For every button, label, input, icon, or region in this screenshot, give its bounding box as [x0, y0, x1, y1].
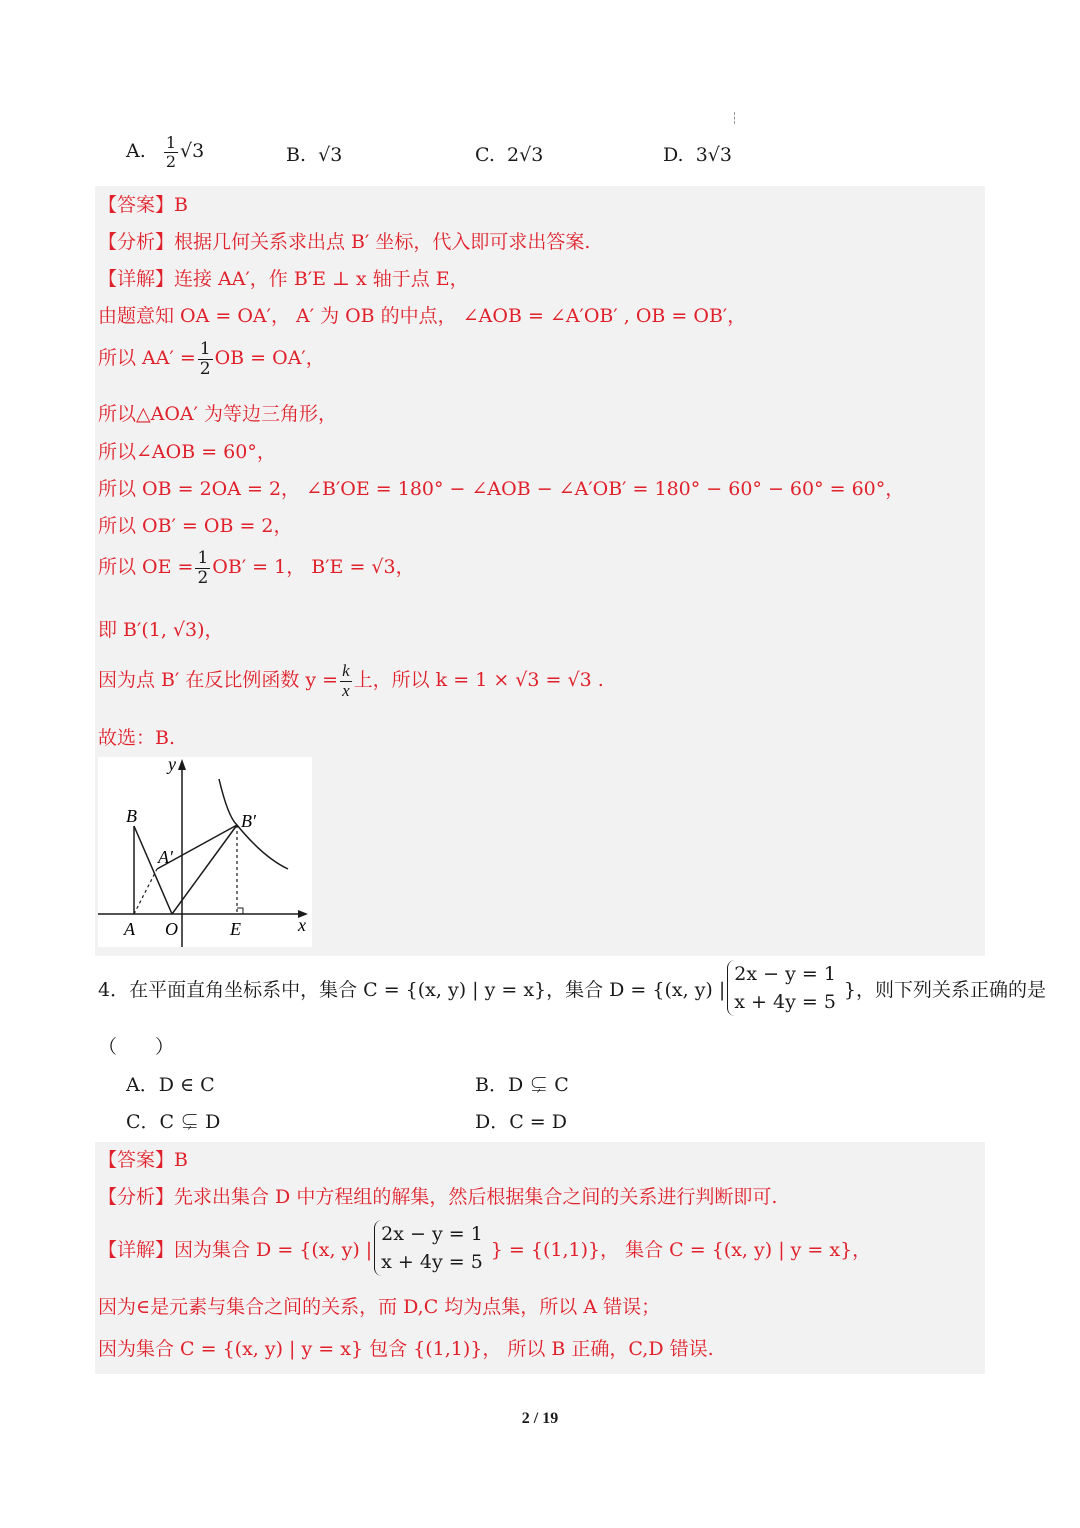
label-A: A	[124, 919, 135, 939]
q3-analysis: 【分析】根据几何关系求出点 B′ 坐标，代入即可求出答案.	[98, 231, 591, 253]
q4-detail-equation-system: 2x − y = 1 x + 4y = 5	[374, 1220, 489, 1276]
q4-option-c: C．C ⊊ D	[126, 1111, 221, 1133]
margin-mark	[734, 112, 736, 124]
q4-analysis: 【分析】先求出集合 D 中方程组的解集，然后根据集合之间的关系进行判断即可.	[98, 1186, 778, 1208]
q4-option-a: A．D ∈ C	[126, 1074, 215, 1096]
q3-line8: 即 B′(1, √3)，	[98, 619, 224, 641]
geometry-figure	[98, 757, 312, 947]
q3-line4: 所以∠AOB = 60°，	[98, 441, 276, 463]
answer-tag: 【答案】	[98, 1149, 175, 1171]
q4-answer-paren: （ ）	[98, 1036, 175, 1058]
label-y: y	[168, 757, 176, 774]
q3-option-a: A. $\frac{1}{2}$ √3	[126, 133, 205, 171]
q4-answer: 【答案】B	[98, 1149, 188, 1171]
q3-option-d: D. 3√3	[663, 144, 732, 166]
q3-option-b: B. √3	[286, 144, 343, 166]
q4-option-b: B．D ⊊ C	[475, 1074, 569, 1096]
q4-detail: 【详解】 因为集合 D = {(x, y) | 2x − y = 1 x + 4y = 5 } = {(1,1)}， 集合 C = {(x, y) | y = x}，	[98, 1220, 871, 1276]
label-Aprime: A′	[158, 847, 173, 867]
page-number: 2 / 19	[521, 1410, 559, 1427]
label-Bprime: B′	[241, 811, 256, 831]
label-O: O	[165, 919, 178, 939]
q4-line2: 因为集合 C = {(x, y) | y = x} 包含 {(1,1)}， 所以 B 正确，C,D 错误.	[98, 1338, 714, 1360]
label-x: x	[298, 915, 306, 935]
q4-stem: 4．在平面直角坐标系中，集合 C = {(x, y) | y = x}，集合 D = {(x, y) | 2x − y = 1 x + 4y = 5 }，则下列关系正确的是	[98, 962, 1046, 1014]
q3-line1: 由题意知 OA = OA′， A′ 为 OB 的中点， ∠AOB = ∠A′OB′ , OB = OB′，	[98, 305, 747, 327]
detail-tag: 【详解】	[98, 1238, 175, 1261]
q4-equation-system: 2x − y = 1 x + 4y = 5	[727, 960, 842, 1016]
answer-tag: 【答案】	[98, 194, 175, 216]
q3-line10: 故选：B.	[98, 727, 176, 749]
q3-option-c: C. 2√3	[475, 144, 544, 166]
q3-line9: 因为点 B′ 在反比例函数 y = $\frac{k}{x}$ 上，所以 k = 1 × √3 = √3 .	[98, 661, 604, 700]
detail-tag: 【详解】	[98, 268, 175, 290]
q3-line2: 所以 AA′ = $\frac{1}{2}$ OB = OA′，	[98, 339, 325, 379]
label-E: E	[230, 919, 241, 939]
q3-answer: 【答案】B	[98, 194, 188, 216]
q3-detail: 【详解】连接 AA′，作 B′E ⊥ x 轴于点 E，	[98, 268, 469, 290]
analysis-tag: 【分析】	[98, 231, 175, 253]
q4-option-d: D．C = D	[475, 1111, 568, 1133]
q3-line5: 所以 OB = 2OA = 2， ∠B′OE = 180° − ∠AOB − ∠A′OB′ = 180° − 60° − 60° = 60°，	[98, 478, 905, 500]
q3-line6: 所以 OB′ = OB = 2，	[98, 515, 293, 537]
q3-line7: 所以 OE = $\frac{1}{2}$ OB′ = 1， B′E = √3，	[98, 548, 415, 588]
analysis-tag: 【分析】	[98, 1186, 175, 1208]
q4-line1: 因为∈是元素与集合之间的关系，而 D,C 均为点集，所以 A 错误；	[98, 1296, 661, 1318]
q3-line3: 所以△AOA′ 为等边三角形，	[98, 403, 337, 425]
label-B: B	[126, 806, 137, 826]
